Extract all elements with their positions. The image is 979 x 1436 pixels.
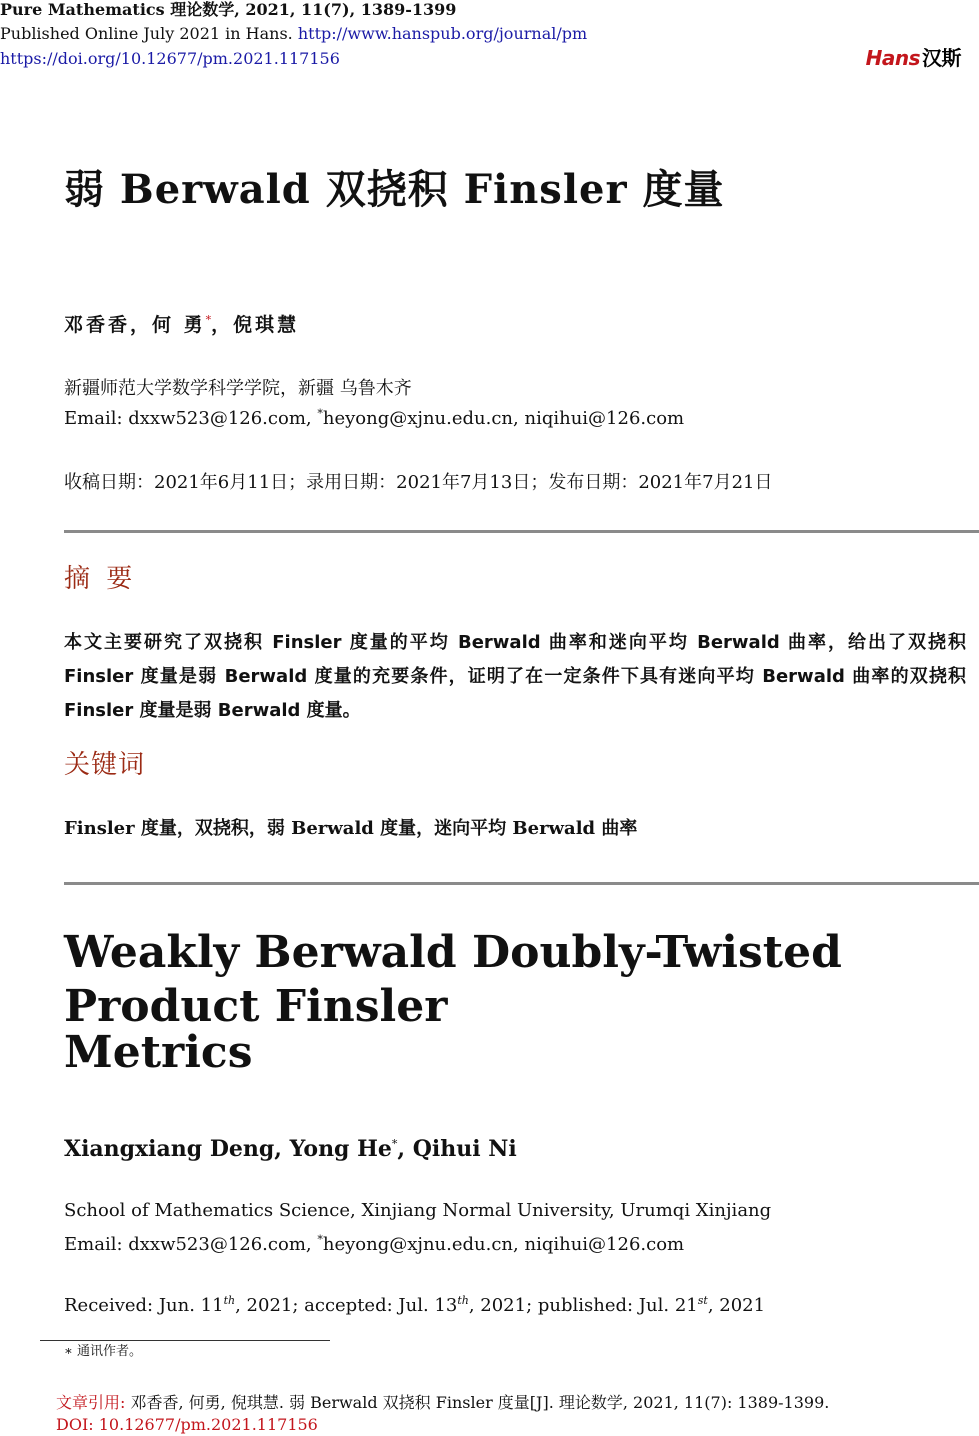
abstract-body: 本文主要研究了双挠积 Finsler 度量的平均 Berwald 曲率和迷向平均 Berwald 曲率，给出了双挠积 Finsler 度量是弱 Berwald 度量的充要条件，证明了在一定条件下具有迷向平均 Berwald 曲率的双挠积 Finsler 度量是弱 Berwald 度量。 — [64, 632, 966, 721]
journal-line: Pure Mathematics 理论数学, 2021, 11(7), 1389-1399 — [0, 0, 457, 19]
authors-cn — [64, 310, 299, 337]
journal-url-link[interactable]: http://www.hanspub.org/journal/pm — [297, 24, 588, 43]
affiliation-cn: 新疆师范大学数学科学学院，新疆 乌鲁木齐 — [64, 378, 412, 399]
email-en-prefix: Email: dxxw523@126.com, — [64, 1234, 312, 1255]
email-en-rest: heyong@xjnu.edu.cn, niqihui@126.com — [322, 1234, 685, 1255]
section-rule-bottom — [64, 882, 979, 885]
dates-cn: 收稿日期：2021年6月11日；录用日期：2021年7月13日；发布日期：2021年7月21日 — [64, 472, 773, 493]
email-rest: heyong@xjnu.edu.cn, niqihui@126.com — [322, 408, 685, 429]
author-2: 何 勇 — [152, 314, 206, 336]
title-en — [64, 926, 884, 1080]
citation-label: 文章引用: — [56, 1393, 126, 1412]
keywords-heading: 关键词 — [64, 750, 146, 780]
title-cn: 弱 Berwald 双挠积 Finsler 度量 — [64, 166, 725, 213]
email-line-en — [64, 1233, 684, 1255]
author-1: 邓香香， — [64, 314, 153, 336]
logo-brand: Hans — [865, 46, 920, 70]
authors-en-main: Xiangxiang Deng, Yong He — [64, 1136, 392, 1162]
accepted-sup: th — [457, 1294, 469, 1307]
corresponding-mark: * — [205, 313, 212, 327]
footnote: ∗ 通讯作者。 — [64, 1344, 142, 1359]
email-mark: * — [317, 407, 323, 420]
email-line-cn — [64, 407, 684, 429]
title-en-line2: Product Finsler — [64, 981, 448, 1032]
email-prefix: Email: dxxw523@126.com, — [64, 408, 312, 429]
citation-block — [56, 1392, 829, 1436]
title-en-line1: Weakly Berwald Doubly-Twisted — [64, 927, 842, 978]
authors-en — [64, 1136, 517, 1162]
section-rule-top — [64, 530, 979, 533]
citation-line — [56, 1392, 829, 1414]
authors-en-mark: * — [391, 1137, 398, 1151]
email-en-mark: * — [317, 1233, 323, 1246]
published-line — [0, 22, 587, 46]
authors-en-rest: , Qihui Ni — [397, 1136, 517, 1162]
citation-doi: DOI: 10.12677/pm.2021.117156 — [56, 1415, 318, 1434]
doi-url-link[interactable]: https://doi.org/10.12677/pm.2021.117156 — [0, 49, 340, 68]
title-en-line3: Metrics — [64, 1027, 253, 1078]
abstract-heading: 摘 要 — [64, 564, 137, 594]
dates-en — [64, 1294, 765, 1316]
citation-text: 邓香香, 何勇, 倪琪慧. 弱 Berwald 双挠积 Finsler 度量[J]. 理论数学, 2021, 11(7): 1389-1399. — [130, 1393, 830, 1412]
received-sup: th — [223, 1294, 236, 1307]
author-3: ，倪琪慧 — [211, 314, 300, 336]
published-text: Published Online July 2021 in Hans. — [0, 24, 293, 43]
accepted-text: , 2021; accepted: Jul. 13 — [235, 1295, 458, 1316]
received-text: Received: Jun. 11 — [64, 1295, 224, 1316]
published-text-en: , 2021; published: Jul. 21 — [468, 1295, 698, 1316]
published-sup: st — [697, 1294, 708, 1307]
affiliation-en: School of Mathematics Science, Xinjiang Normal University, Urumqi Xinjiang — [64, 1200, 772, 1221]
logo-cn: 汉斯 — [922, 46, 961, 70]
year-text: , 2021 — [707, 1295, 766, 1316]
hans-logo — [866, 42, 961, 71]
keywords-body: Finsler 度量，双挠积，弱 Berwald 度量，迷向平均 Berwald 曲率 — [64, 818, 638, 839]
doi-line — [0, 47, 340, 71]
